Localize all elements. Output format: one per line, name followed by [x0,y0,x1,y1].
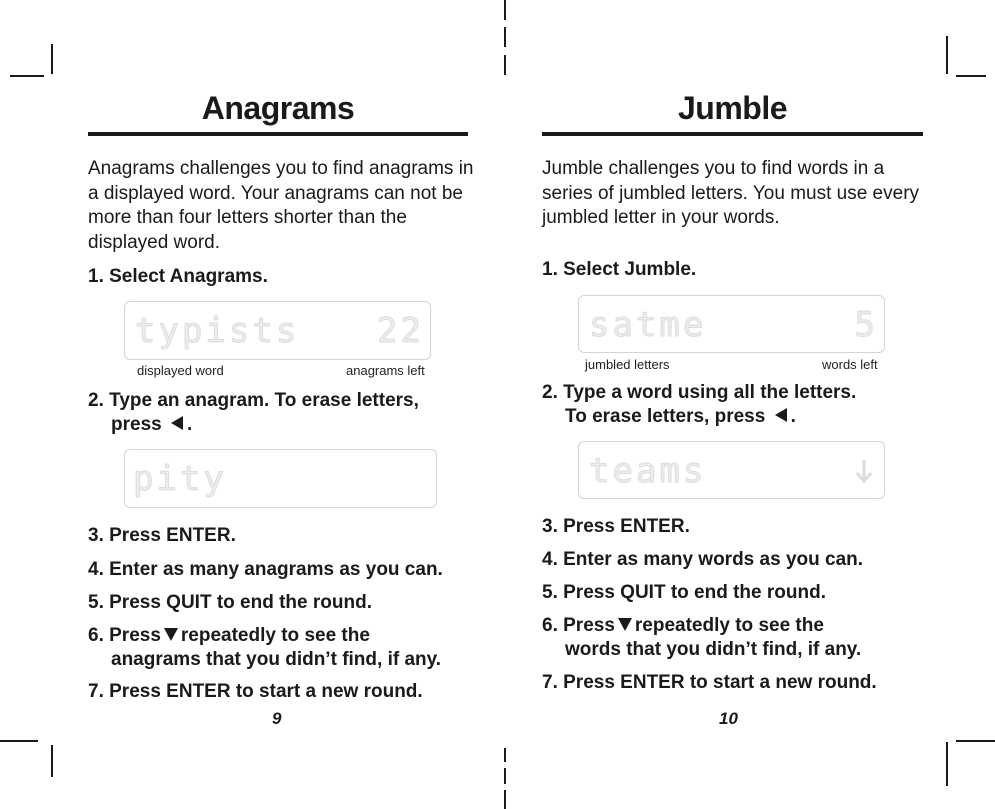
crop-mark [504,0,506,20]
step-6: 6. Press repeatedly to see the words that you didn’t find, if any. [542,614,942,662]
step-2 [88,389,488,437]
crop-mark [956,75,986,77]
step-5: 5. Press QUIT to end the round. [88,592,372,613]
left-triangle-icon [775,408,787,422]
caption-anagrams-left: anagrams left [346,363,425,378]
step-4: 4. Enter as many anagrams as you can. [88,559,443,580]
step-2-line2: press . [111,414,193,435]
crop-mark [956,740,995,742]
lcd-display [578,295,885,353]
intro-paragraph: Jumble challenges you to find words in a series of jumbled letters. You must use every jumbled letter in your words. [542,158,920,228]
page-title: Jumble [677,90,788,126]
down-triangle-icon [164,628,178,641]
crop-mark [946,36,948,74]
step-4: 4. Enter as many words as you can. [542,549,864,570]
title-rule [88,132,468,136]
crop-mark [504,55,506,75]
down-arrow-icon [854,458,874,484]
step-3: 3. Press ENTER. [542,516,690,537]
lcd-word: teams [589,451,707,491]
lcd-word: satme [589,305,707,345]
step-5: 5. Press QUIT to end the round. [542,582,826,603]
step-6-line2: anagrams that you didn’t find, if any. [111,649,442,670]
caption-displayed-word: displayed word [137,363,224,378]
step-3: 3. Press ENTER. [88,525,236,546]
page-title: Anagrams [201,90,355,126]
lcd-display [124,301,431,360]
page-number: 9 [272,709,282,728]
step-2-line1: 2. Type an anagram. To erase letters, [88,390,419,411]
crop-mark [0,740,38,742]
step-2-line1: 2. Type a word using all the letters. [542,382,857,403]
intro-paragraph: Anagrams challenges you to find anagrams in a displayed word. Your anagrams can not be more than four letters shorter than the displayed word. [88,158,474,253]
step-2 [542,381,942,429]
lcd-count: 5 [854,305,878,345]
lcd-count: 22 [377,311,424,351]
caption-words-left: words left [822,357,878,372]
crop-mark [51,745,53,777]
crop-mark [51,44,53,74]
crop-mark [504,790,506,809]
crop-mark [10,75,44,77]
step-2-line2: To erase letters, press . [565,406,796,427]
page-number: 10 [719,709,738,728]
crop-mark [946,742,948,786]
crop-mark [504,748,506,762]
step-6-line2: words that you didn’t find, if any. [565,639,862,660]
crop-mark [504,27,506,47]
crop-mark [504,768,506,784]
lcd-word: typists [135,311,300,351]
lcd-word: pity [133,459,227,499]
lcd-display [578,441,885,499]
lcd-display [124,449,437,508]
down-triangle-icon [618,618,632,631]
title-rule [542,132,923,136]
step-6: 6. Press repeatedly to see the anagrams that you didn’t find, if any. [88,624,488,672]
left-triangle-icon [171,416,183,430]
step-1: 1. Select Jumble. [542,259,697,280]
step-1: 1. Select Anagrams. [88,266,268,287]
caption-jumbled-letters: jumbled letters [585,357,670,372]
step-7: 7. Press ENTER to start a new round. [88,681,423,702]
step-7: 7. Press ENTER to start a new round. [542,672,877,693]
